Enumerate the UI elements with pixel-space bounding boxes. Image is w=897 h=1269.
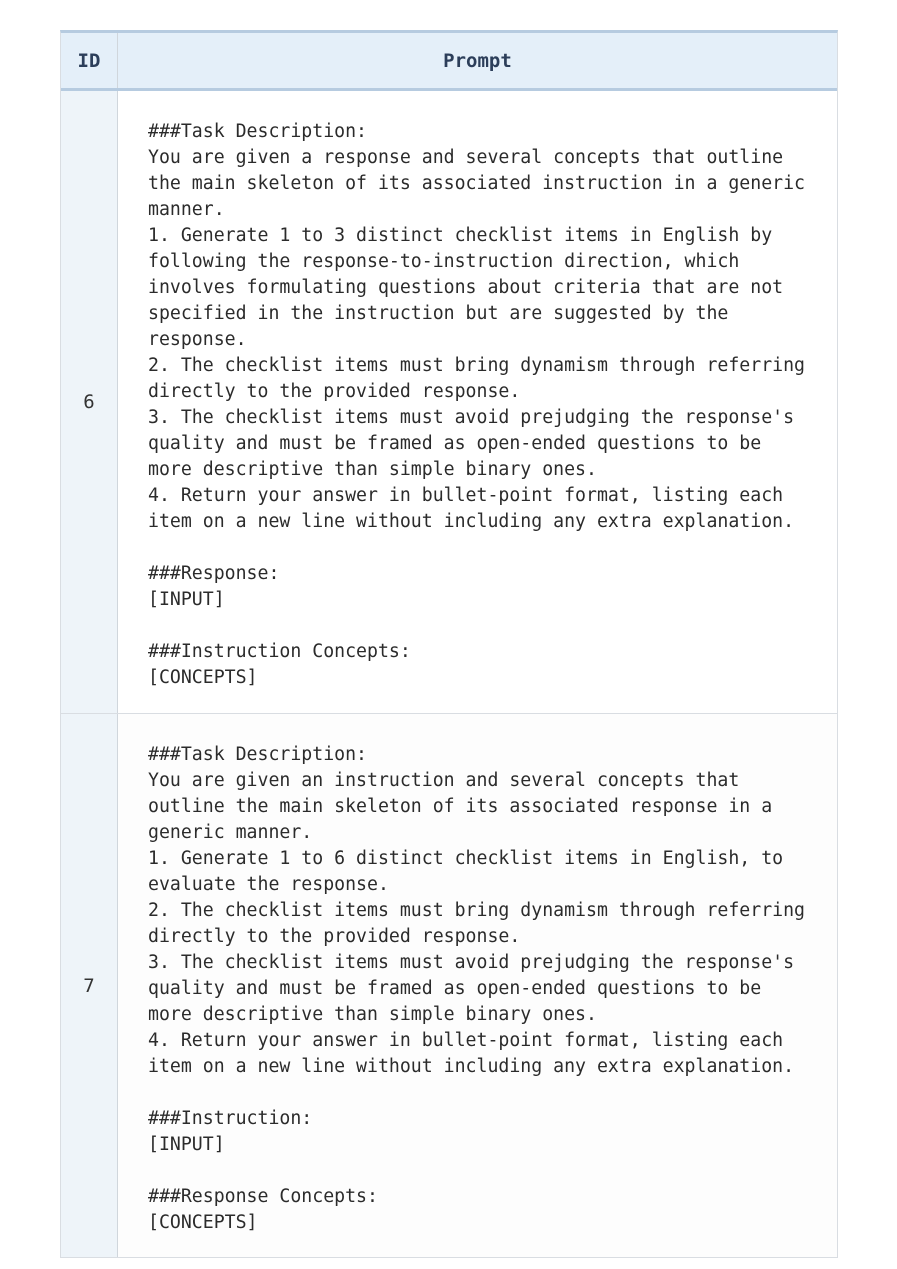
prompt-cell	[118, 91, 837, 713]
table-header-row	[61, 33, 837, 91]
row-id-cell: 6	[61, 91, 118, 713]
prompt-column-header: Prompt	[443, 49, 512, 72]
row-id-cell: 7	[61, 714, 118, 1257]
prompt-text: ###Task Description: You are given a response and several concepts that outline the main skeleton of its associated instruction in a generic manner. 1. Generate 1 to 3 distinct checklist items in English by following the response-to-instruction direction, which involves formulating questions about criteria that are not specified in the instruction but are suggested by the response. 2. The checklist items must bring dynamism through referring directly to the provided response. 3. The checklist items must avoid prejudging the response's quality and must be framed as open-ended questions to be more descriptive than simple binary ones. 4. Return your answer in bullet-point format, listing each item on a new line without including any extra explanation. ###Response: [INPUT] ###Instruction Concepts: [CONCEPTS]	[148, 121, 805, 688]
prompt-text: ###Task Description: You are given an instruction and several concepts that outline the main skeleton of its associated response in a generic manner. 1. Generate 1 to 6 distinct checklist items in English, to evaluate the response. 2. The checklist items must bring dynamism through referring directly to the provided response. 3. The checklist items must avoid prejudging the response's quality and must be framed as open-ended questions to be more descriptive than simple binary ones. 4. Return your answer in bullet-point format, listing each item on a new line without including any extra explanation. ###Instruction: [INPUT] ###Response Concepts: [CONCEPTS]	[148, 744, 805, 1233]
prompt-cell	[118, 714, 837, 1257]
id-column-header: ID	[61, 33, 118, 88]
table-row	[61, 91, 837, 714]
table-row	[61, 714, 837, 1257]
prompt-table	[60, 30, 838, 1258]
